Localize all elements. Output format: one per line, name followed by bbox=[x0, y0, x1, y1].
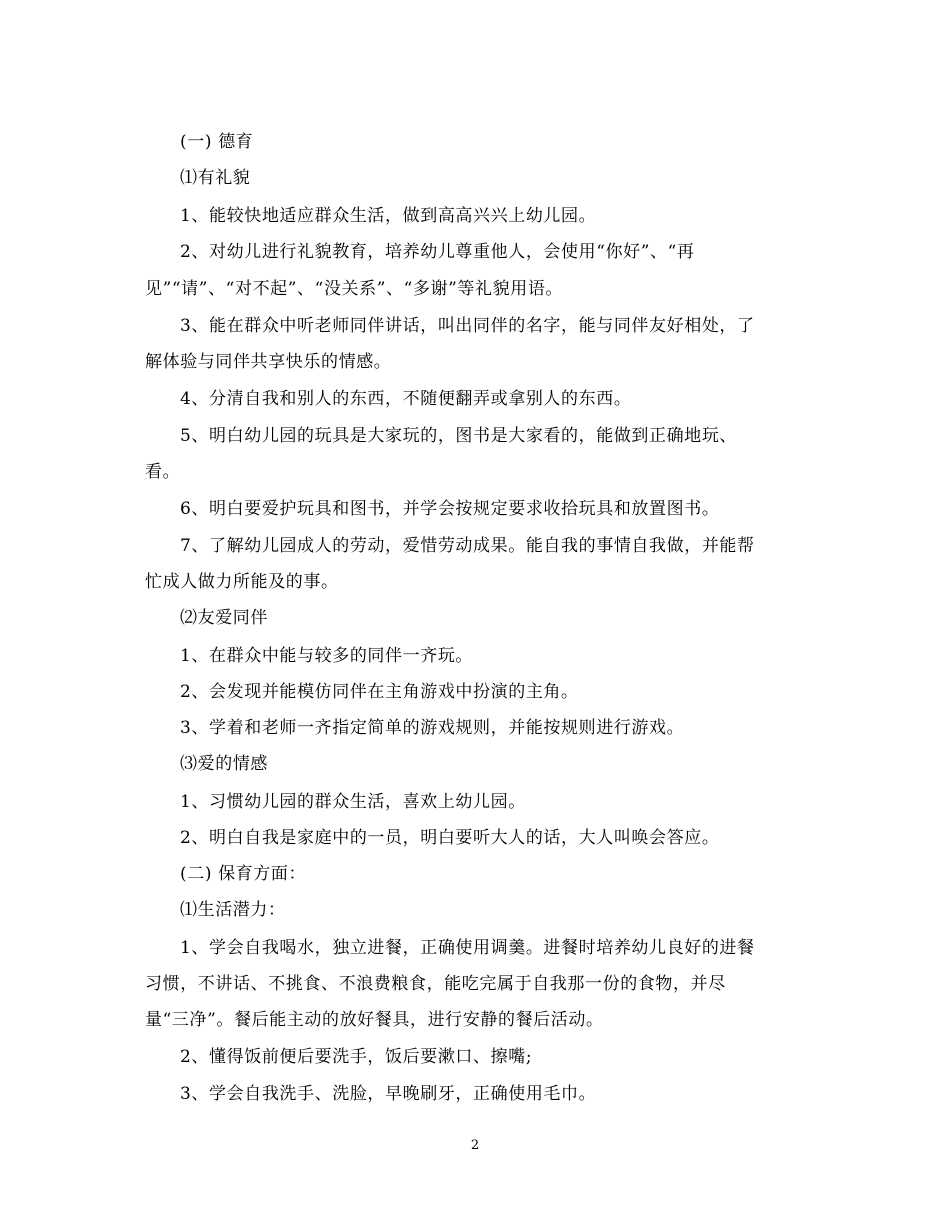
section-heading-care: (二) 保育方面： bbox=[180, 864, 307, 884]
subheading-love: ⑶爱的情感 bbox=[180, 754, 268, 774]
paragraph-line: 量“三净”。餐后能主动的放好餐具，进行安静的餐后活动。 bbox=[145, 1010, 604, 1030]
subheading-life-skills: ⑴生活潜力： bbox=[180, 900, 286, 920]
paragraph-line: 3、学会自我洗手、洗脸，早晚刷牙，正确使用毛巾。 bbox=[180, 1084, 597, 1104]
paragraph-line: 1、学会自我喝水，独立进餐，正确使用调羹。进餐时培养幼儿良好的进餐 bbox=[180, 938, 755, 958]
paragraph-line: 4、分清自我和别人的东西，不随便翻弄或拿别人的东西。 bbox=[180, 389, 632, 409]
paragraph-line: 3、能在群众中听老师同伴讲话，叫出同伴的名字，能与同伴友好相处，了 bbox=[180, 316, 755, 336]
paragraph-line: 1、能较快地适应群众生活，做到高高兴兴上幼儿园。 bbox=[180, 206, 597, 226]
section-heading-moral: (一) 德育 bbox=[180, 132, 254, 152]
paragraph-line: 见”“请”、“对不起”、“没关系”、“多谢”等礼貌用语。 bbox=[145, 279, 564, 299]
paragraph-line: 忙成人做力所能及的事。 bbox=[145, 572, 339, 592]
paragraph-line: 5、明白幼儿园的玩具是大家玩的，图书是大家看的，能做到正确地玩、 bbox=[180, 426, 738, 446]
subheading-friendly-peers: ⑵友爱同伴 bbox=[180, 608, 268, 628]
page-number: 2 bbox=[470, 1138, 480, 1153]
paragraph-line: 解体验与同伴共享快乐的情感。 bbox=[145, 352, 392, 372]
paragraph-line: 2、会发现并能模仿同伴在主角游戏中扮演的主角。 bbox=[180, 682, 579, 702]
paragraph-line: 看。 bbox=[145, 462, 181, 482]
paragraph-line: 1、习惯幼儿园的群众生活，喜欢上幼儿园。 bbox=[180, 792, 526, 812]
paragraph-line: 3、学着和老师一齐指定简单的游戏规则，并能按规则进行游戏。 bbox=[180, 718, 685, 738]
paragraph-line: 6、明白要爱护玩具和图书，并学会按规定要求收拾玩具和放置图书。 bbox=[180, 499, 720, 519]
paragraph-line: 2、对幼儿进行礼貌教育，培养幼儿尊重他人，会使用“你好”、“再 bbox=[180, 242, 695, 262]
paragraph-line: 2、懂得饭前便后要洗手，饭后要漱口、擦嘴; bbox=[180, 1047, 533, 1067]
paragraph-line: 7、了解幼儿园成人的劳动，爱惜劳动成果。能自我的事情自我做，并能帮 bbox=[180, 536, 755, 556]
subheading-politeness: ⑴有礼貌 bbox=[180, 168, 251, 188]
paragraph-line: 2、明白自我是家庭中的一员，明白要听大人的话，大人叫唤会答应。 bbox=[180, 828, 720, 848]
paragraph-line: 习惯，不讲话、不挑食、不浪费粮食，能吃完属于自我那一份的食物，并尽 bbox=[145, 974, 726, 994]
paragraph-line: 1、在群众中能与较多的同伴一齐玩。 bbox=[180, 646, 474, 666]
